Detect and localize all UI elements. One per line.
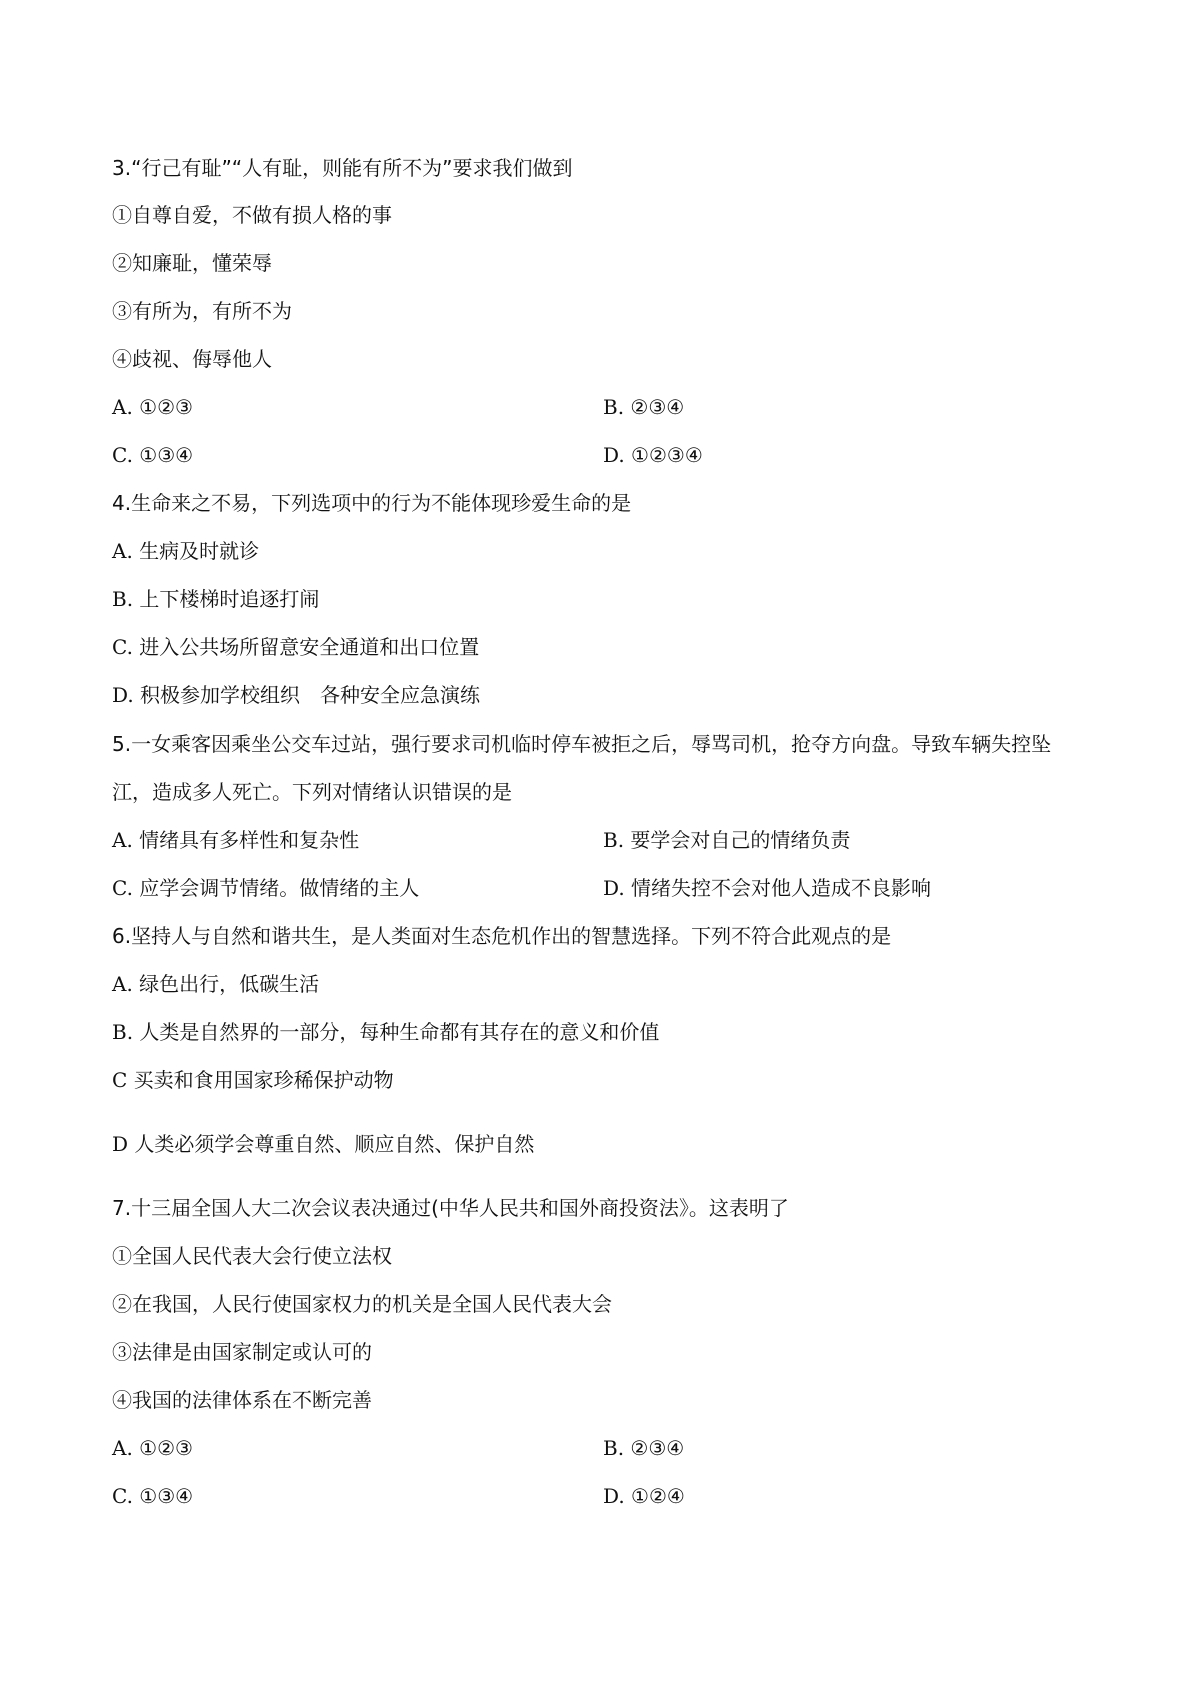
- q7-option-b: B. ②③④: [603, 1436, 685, 1460]
- q7-option-d: D. ①②④: [603, 1484, 685, 1508]
- q3-option-c: C. ①③④: [112, 443, 194, 467]
- question-3-stem: 3.“行己有耻”“人有耻，则能有所不为”要求我们做到: [112, 156, 573, 180]
- q7-option-c: C. ①③④: [112, 1484, 194, 1508]
- q4-option-b: B. 上下楼梯时追逐打闹: [112, 587, 320, 611]
- q7-statement-4: ④我国的法律体系在不断完善: [112, 1388, 372, 1412]
- q4-option-c: C. 进入公共场所留意安全通道和出口位置: [112, 635, 480, 659]
- question-7-stem: 7.十三届全国人大二次会议表决通过(中华人民共和国外商投资法》。这表明了: [112, 1196, 789, 1220]
- q3-option-a: A. ①②③: [112, 395, 193, 419]
- q3-statement-3: ③有所为，有所不为: [112, 299, 292, 323]
- q7-statement-3: ③法律是由国家制定或认可的: [112, 1340, 372, 1364]
- q6-option-b: B. 人类是自然界的一部分，每种生命都有其存在的意义和价值: [112, 1020, 660, 1044]
- q7-option-a: A. ①②③: [112, 1436, 193, 1460]
- q5-option-a: A. 情绪具有多样性和复杂性: [112, 828, 360, 852]
- q6-option-d: D 人类必须学会尊重自然、顺应自然、保护自然: [112, 1132, 535, 1156]
- q4-option-a: A. 生病及时就诊: [112, 539, 260, 563]
- question-4-stem: 4.生命来之不易，下列选项中的行为不能体现珍爱生命的是: [112, 491, 632, 515]
- question-6-stem: 6.坚持人与自然和谐共生，是人类面对生态危机作出的智慧选择。下列不符合此观点的是: [112, 924, 892, 948]
- q5-option-b: B. 要学会对自己的情绪负责: [603, 828, 851, 852]
- q3-statement-4: ④歧视、侮辱他人: [112, 347, 272, 371]
- question-5-stem-line-2: 江，造成多人死亡。下列对情绪认识错误的是: [112, 780, 512, 804]
- q3-option-b: B. ②③④: [603, 395, 685, 419]
- q6-option-a: A. 绿色出行，低碳生活: [112, 972, 320, 996]
- q3-statement-2: ②知廉耻，懂荣辱: [112, 251, 272, 275]
- q4-option-d: D. 积极参加学校组织 各种安全应急演练: [112, 683, 481, 707]
- q5-option-c: C. 应学会调节情绪。做情绪的主人: [112, 876, 420, 900]
- question-5-stem-line-1: 5.一女乘客因乘坐公交车过站，强行要求司机临时停车被拒之后，辱骂司机，抢夺方向盘。导致车辆失控坠: [112, 732, 1052, 756]
- q3-option-d: D. ①②③④: [603, 443, 703, 467]
- q7-statement-1: ①全国人民代表大会行使立法权: [112, 1244, 392, 1268]
- q7-statement-2: ②在我国，人民行使国家权力的机关是全国人民代表大会: [112, 1292, 612, 1316]
- q3-statement-1: ①自尊自爱，不做有损人格的事: [112, 203, 392, 227]
- q6-option-c: C 买卖和食用国家珍稀保护动物: [112, 1068, 394, 1092]
- q5-option-d: D. 情绪失控不会对他人造成不良影响: [603, 876, 932, 900]
